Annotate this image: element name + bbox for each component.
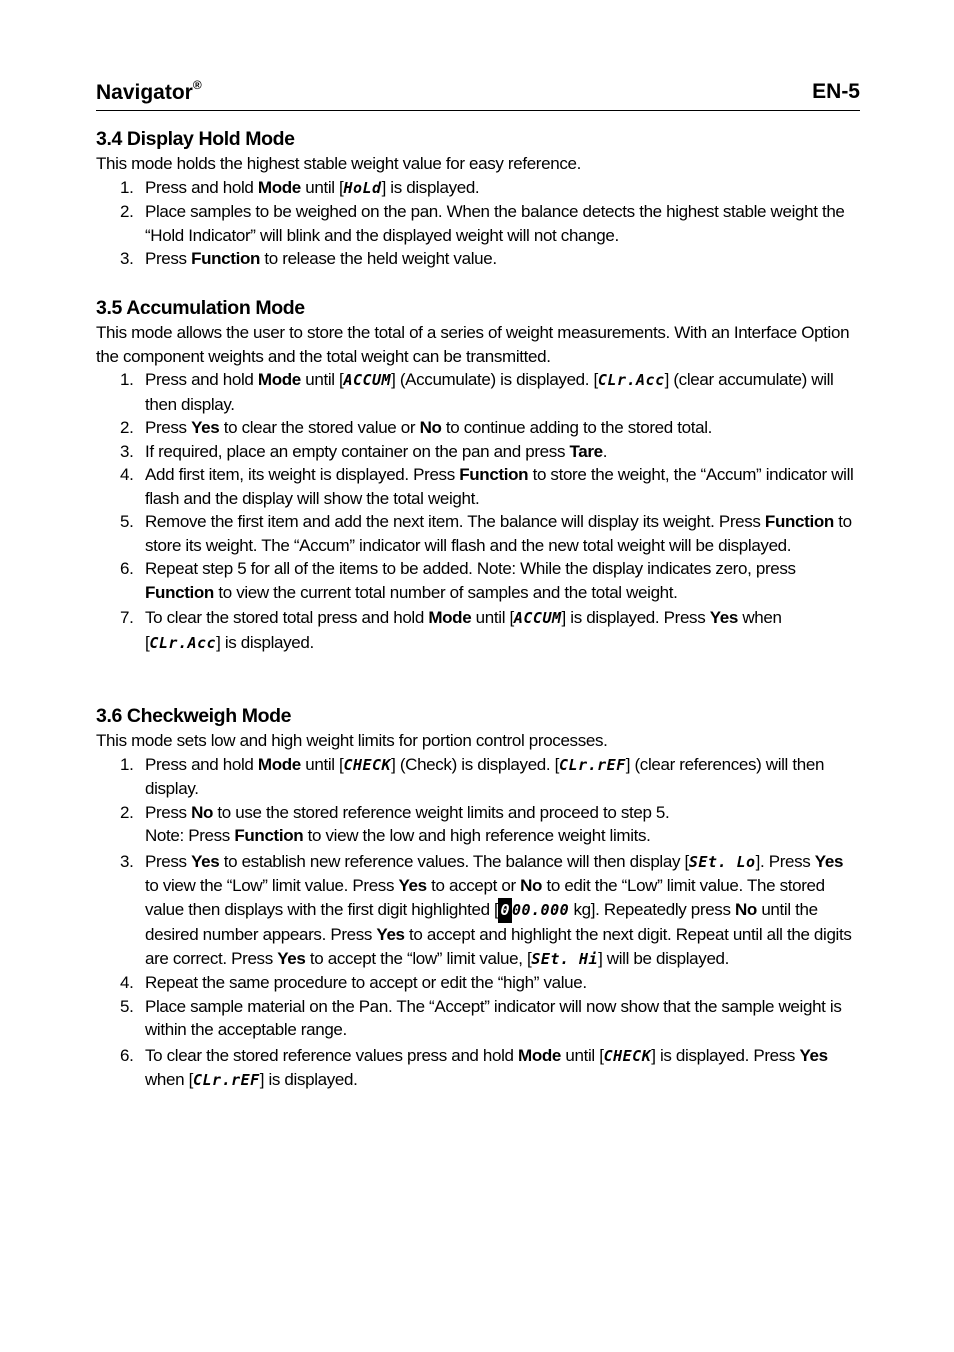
lcd-display-text: CLr.Acc <box>597 371 665 389</box>
text-span: to release the held weight value. <box>260 249 497 268</box>
item-number: 6. <box>120 1045 134 1065</box>
text-span: until [ <box>300 177 344 197</box>
list-item <box>96 850 860 972</box>
bold-term: Mode <box>257 370 301 389</box>
bold-term: Yes <box>799 1045 828 1065</box>
text-span: to continue adding to the stored total. <box>441 418 713 437</box>
text-span: Press <box>145 802 192 822</box>
item-number: 7. <box>120 608 134 627</box>
item-number: 1. <box>120 177 134 197</box>
section-accumulation <box>96 295 860 655</box>
text-span: to view the current total number of samples and the total weight. <box>213 582 678 602</box>
item-number: 2. <box>120 418 134 437</box>
bold-term: Function <box>459 465 529 484</box>
page-header <box>96 80 860 111</box>
section-intro: This mode holds the highest stable weight value for easy reference. <box>96 154 581 173</box>
step-list <box>96 753 860 1093</box>
bold-term: Yes <box>709 608 738 627</box>
text-span: Press <box>145 851 192 871</box>
text-span: to accept the “low” limit value, [ <box>305 948 532 968</box>
item-number: 6. <box>120 559 134 578</box>
text-span: until [ <box>300 754 344 774</box>
lcd-display-text: CLr.rEF <box>559 755 626 774</box>
bold-term: Mode <box>428 608 472 627</box>
text-span: Place sample material on the Pan. The “Accept” indicator will now show that the sample weight is within the acceptable range. <box>145 996 842 1039</box>
text-span: to use the stored reference weight limits and proceed to step 5. <box>213 802 670 822</box>
text-span: Repeat step 5 for all of the items to be added. Note: While the display indicates zero, press <box>145 559 796 578</box>
registered-mark: ® <box>192 78 202 92</box>
text-span: Press and hold <box>145 177 258 197</box>
list-item <box>96 557 860 604</box>
text-span: Navigator <box>96 81 193 104</box>
item-number: 5. <box>120 512 134 531</box>
text-span: . <box>602 441 608 461</box>
item-number: 4. <box>120 465 134 484</box>
text-span: Remove the first item and add the next item. The balance will display its weight. Press <box>145 512 765 531</box>
section-title: 3.6 Checkweigh Mode <box>96 705 292 727</box>
bold-term: No <box>191 802 214 822</box>
lcd-display-text: SEt. Lo <box>688 852 756 871</box>
text-span: 00.000 <box>511 900 570 919</box>
text-span: ] (Check) is displayed. [ <box>391 754 560 774</box>
text-span: To clear the stored total press and hold <box>145 608 429 627</box>
item-number: 3. <box>120 441 134 461</box>
step-list <box>96 368 860 655</box>
item-number: 2. <box>120 802 134 822</box>
list-item <box>96 606 860 655</box>
section-title: 3.4 Display Hold Mode <box>96 128 295 150</box>
text-span: to view the low and high reference weight limits. <box>303 826 651 845</box>
lcd-display-text: ACCUM <box>343 371 392 389</box>
text-span: ] is displayed. Press <box>651 1045 800 1065</box>
lcd-display-text: CLr.rEF <box>193 1071 260 1089</box>
text-span: when [ <box>145 1070 193 1089</box>
item-number: 4. <box>120 973 134 992</box>
item-number: 5. <box>120 996 134 1016</box>
text-span: ] (Accumulate) is displayed. [ <box>391 370 598 389</box>
text-span: Note: Press <box>145 826 235 845</box>
text-span: to establish new reference values. The balance will then display [ <box>219 851 689 871</box>
list-item <box>96 1044 860 1093</box>
item-number: 1. <box>120 370 134 389</box>
text-span: until [ <box>300 370 344 389</box>
section-title: 3.5 Accumulation Mode <box>96 297 305 319</box>
text-span: Place samples to be weighed on the pan. When the balance detects the highest stable weight the “Hold Indicator” will blink and the displayed weight will not change. <box>145 202 845 245</box>
item-number: 2. <box>120 202 134 221</box>
section-intro: This mode allows the user to store the total of a series of weight measurements. With an Interface Option the component weights and the total weight can be transmitted. <box>96 323 850 366</box>
text-span: Press <box>145 249 192 268</box>
text-span: Press and hold <box>145 754 258 774</box>
bold-term: Mode <box>518 1045 562 1065</box>
text-span: to store its weight. The “Accum” indicator will flash and the new total weight will be displayed. <box>145 512 852 555</box>
list-item <box>96 971 860 995</box>
text-span: ] is displayed. <box>381 177 480 197</box>
text-span: Press and hold <box>145 370 258 389</box>
text-span: to edit the “Low” limit value. The stored value then displays with the first digit highlighted [ <box>145 876 825 919</box>
list-item <box>96 416 860 440</box>
lcd-display-text: HoLd <box>343 178 382 197</box>
lcd-display-text: CHECK <box>603 1046 652 1065</box>
lcd-display-text: ACCUM <box>513 609 562 627</box>
list-item <box>96 247 860 271</box>
bold-term: No <box>419 418 442 437</box>
text-span: when [ <box>145 608 782 652</box>
text-span: ]. Press <box>755 851 815 871</box>
bold-term: Yes <box>376 925 405 944</box>
bold-term: Yes <box>191 851 220 871</box>
text-span: to accept and highlight the next digit. Repeat until all the digits are correct. Press <box>145 925 852 968</box>
text-span: Repeat the same procedure to accept or edit the “high” value. <box>145 973 587 992</box>
bold-term: Function <box>234 826 304 845</box>
text-span: to clear the stored value or <box>219 418 420 437</box>
bold-term: Yes <box>191 418 220 437</box>
list-item <box>96 440 860 464</box>
text-span: until the desired number appears. Press <box>145 899 818 944</box>
step-list <box>96 176 860 271</box>
bold-term: Yes <box>277 948 306 968</box>
page-number: EN-5 <box>812 80 860 103</box>
section-checkweigh <box>96 703 860 1093</box>
list-item <box>96 176 860 201</box>
header-title <box>96 80 202 105</box>
list-item <box>96 801 860 848</box>
item-number: 1. <box>120 754 134 774</box>
lcd-display-text: CLr.Acc <box>149 633 217 652</box>
text-span: until [ <box>561 1045 604 1065</box>
text-span: until [ <box>471 608 514 627</box>
bold-term: No <box>520 876 543 895</box>
list-item <box>96 753 860 801</box>
lcd-display-text <box>498 901 569 919</box>
bold-term: Function <box>191 249 261 268</box>
list-item <box>96 995 860 1042</box>
item-number: 3. <box>120 851 134 871</box>
bold-term: Mode <box>257 754 301 774</box>
bold-term: Yes <box>814 851 844 871</box>
bold-term: No <box>734 899 757 919</box>
bold-term: Function <box>764 512 834 531</box>
list-item <box>96 200 860 247</box>
bold-term: Mode <box>257 177 301 197</box>
text-span: Press <box>145 418 192 437</box>
bold-term: Function <box>145 582 214 602</box>
text-span: ] is displayed. <box>259 1070 358 1089</box>
section-intro: This mode sets low and high weight limits for portion control processes. <box>96 731 608 750</box>
highlighted-digit: 0 <box>498 898 512 924</box>
list-item <box>96 463 860 510</box>
text-span: to view the “Low” limit value. Press <box>145 876 399 895</box>
text-span: ] is displayed. <box>216 632 314 652</box>
lcd-display-text: SEt. Hi <box>531 949 599 968</box>
lcd-display-text: CHECK <box>343 755 392 774</box>
text-span: ] (clear references) will then display. <box>145 754 825 798</box>
item-number: 3. <box>120 249 134 268</box>
section-display-hold <box>96 126 860 271</box>
text-span: ] is displayed. Press <box>561 608 710 627</box>
text-span: ] will be displayed. <box>598 948 730 968</box>
list-item <box>96 368 860 416</box>
text-span: Add first item, its weight is displayed. Press <box>145 465 460 484</box>
text-span: To clear the stored reference values press and hold <box>145 1045 519 1065</box>
text-span: to store the weight, the “Accum” indicator will flash and the display will show the total weight. <box>145 465 854 508</box>
bold-term: Yes <box>398 876 427 895</box>
list-item <box>96 510 860 557</box>
text-span: ] (clear accumulate) will then display. <box>145 370 834 414</box>
text-span: to accept or <box>426 876 521 895</box>
text-span: If required, place an empty container on the pan and press <box>145 441 570 461</box>
bold-term: Tare <box>569 441 603 461</box>
text-span: kg]. Repeatedly press <box>569 899 735 919</box>
